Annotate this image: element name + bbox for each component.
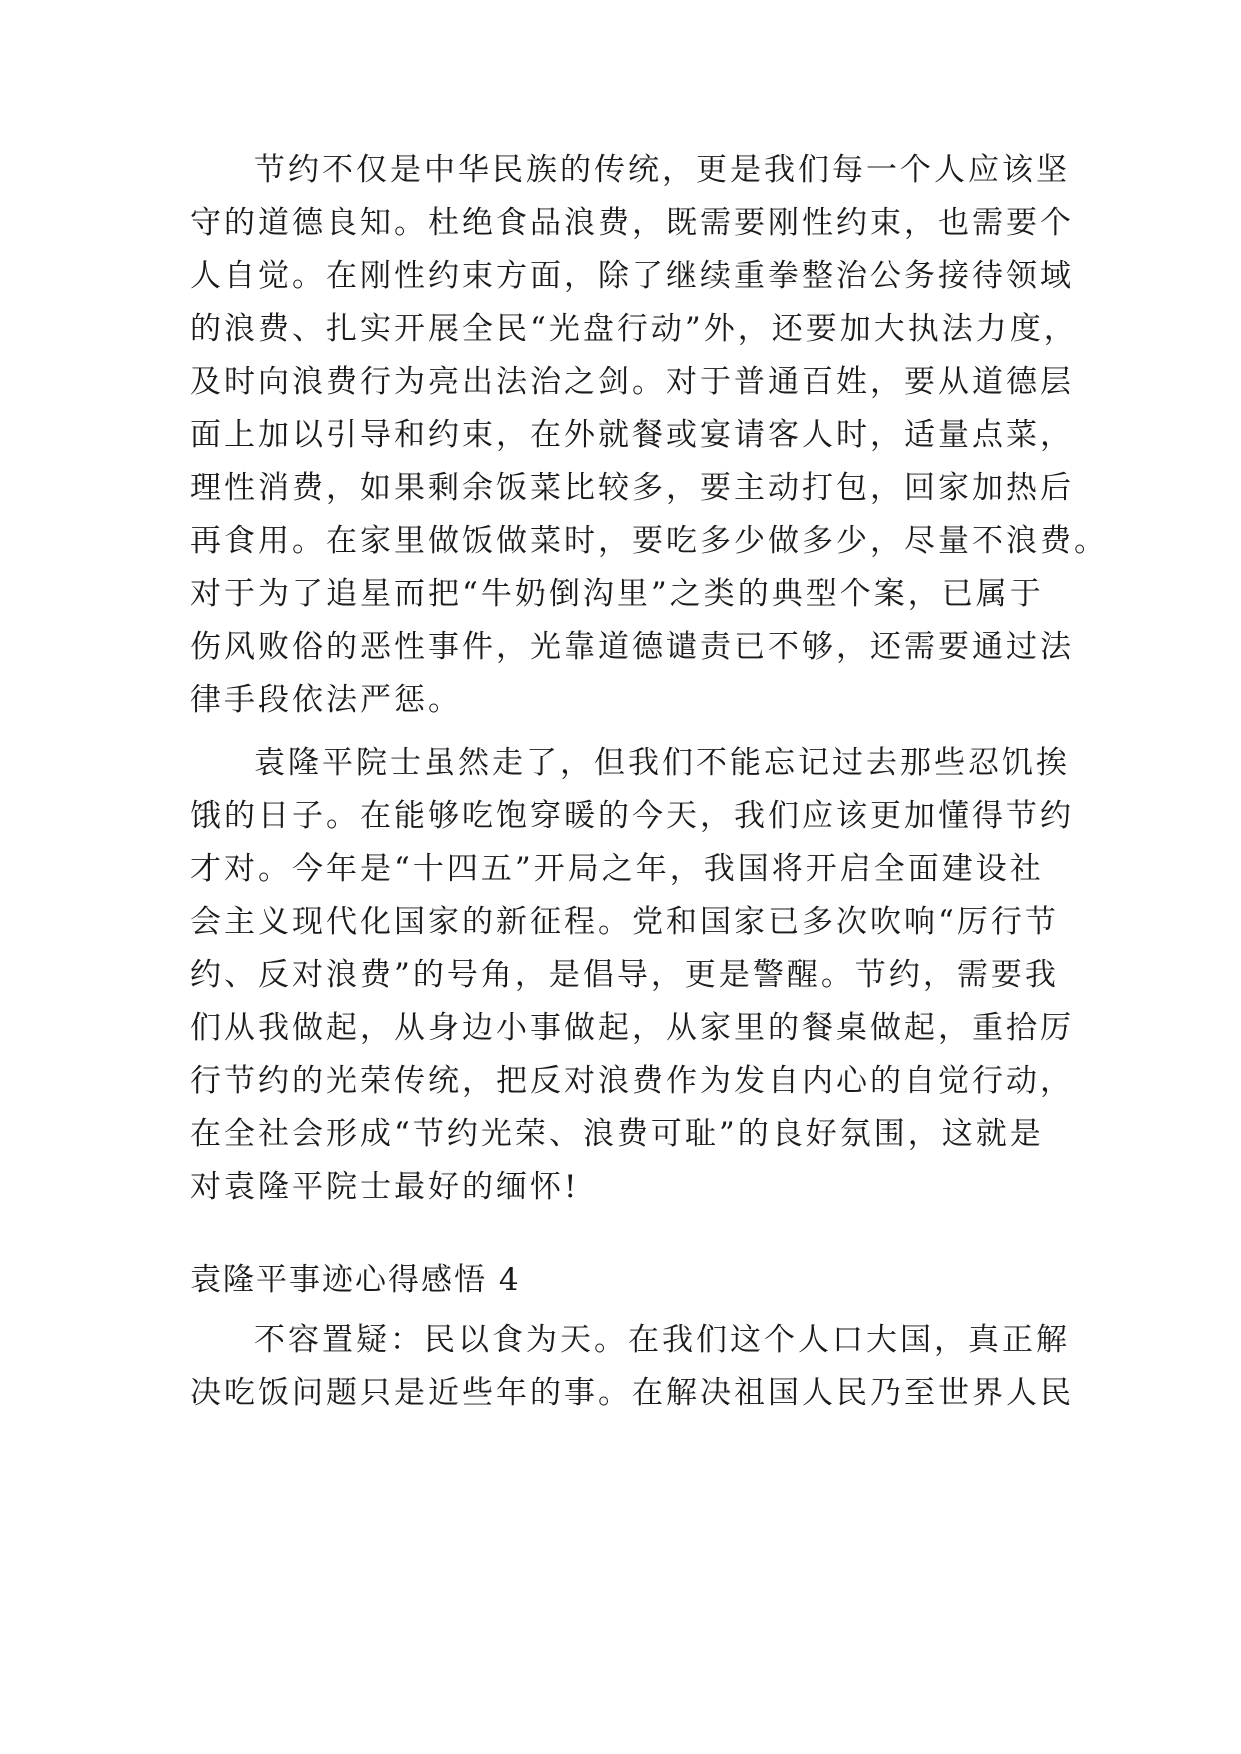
- paragraph-line: 面上加以引导和约束，在外就餐或宴请客人时，适量点菜，: [190, 417, 1074, 453]
- paragraph-line: 律手段依法严惩。: [190, 682, 462, 718]
- paragraph-line: 决吃饭问题只是近些年的事。在解决祖国人民乃至世界人民: [190, 1375, 1074, 1411]
- paragraph-line: 袁隆平院士虽然走了，但我们不能忘记过去那些忍饥挨: [254, 745, 1070, 781]
- paragraph-line: 伤风败俗的恶性事件，光靠道德谴责已不够，还需要通过法: [190, 629, 1074, 665]
- paragraph-line: 才对。今年是“十四五”开局之年，我国将开启全面建设社: [190, 851, 1044, 887]
- paragraph-line: 不容置疑：民以食为天。在我们这个人口大国，真正解: [254, 1322, 1070, 1358]
- paragraph-line: 对袁隆平院士最好的缅怀!: [190, 1169, 580, 1205]
- paragraph-line: 理性消费，如果剩余饭菜比较多，要主动打包，回家加热后: [190, 470, 1074, 506]
- paragraph-line: 再食用。在家里做饭做菜时，要吃多少做多少，尽量不浪费。: [190, 523, 1108, 559]
- paragraph-line: 约、反对浪费”的号角，是倡导，更是警醒。节约，需要我: [190, 957, 1059, 993]
- paragraph-line: 及时向浪费行为亮出法治之剑。对于普通百姓，要从道德层: [190, 364, 1074, 400]
- paragraph-line: 对于为了追星而把“牛奶倒沟里”之类的典型个案，已属于: [190, 576, 1044, 612]
- paragraph-line: 节约不仅是中华民族的传统，更是我们每一个人应该坚: [254, 152, 1070, 188]
- section-heading: 袁隆平事迹心得感悟 4: [190, 1262, 521, 1298]
- paragraph-line: 们从我做起，从身边小事做起，从家里的餐桌做起，重拾厉: [190, 1010, 1074, 1046]
- paragraph-line: 守的道德良知。杜绝食品浪费，既需要刚性约束，也需要个: [190, 205, 1074, 241]
- paragraph-line: 的浪费、扎实开展全民“光盘行动”外，还要加大执法力度，: [190, 311, 1078, 347]
- paragraph-line: 会主义现代化国家的新征程。党和国家已多次吹响“厉行节: [190, 904, 1059, 940]
- paragraph-line: 饿的日子。在能够吃饱穿暖的今天，我们应该更加懂得节约: [190, 798, 1074, 834]
- paragraph-line: 人自觉。在刚性约束方面，除了继续重拳整治公务接待领域: [190, 258, 1074, 294]
- paragraph-line: 行节约的光荣传统，把反对浪费作为发自内心的自觉行动，: [190, 1063, 1074, 1099]
- paragraph-line: 在全社会形成“节约光荣、浪费可耻”的良好氛围，这就是: [190, 1116, 1044, 1152]
